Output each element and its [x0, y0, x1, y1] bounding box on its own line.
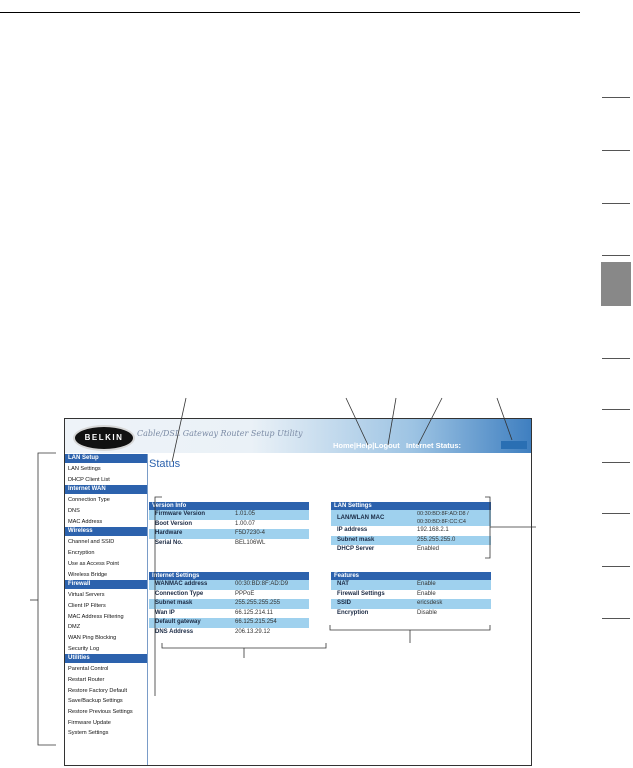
panel-title: Internet Settings	[149, 572, 309, 580]
row-value: 66.125.214.11	[235, 609, 273, 616]
sidebar-item[interactable]: Wireless Bridge	[68, 571, 108, 578]
section-tick	[602, 97, 630, 98]
sidebar	[65, 454, 148, 765]
row-value: Enable	[417, 590, 436, 597]
sidebar-item[interactable]: System Settings	[68, 730, 109, 737]
sidebar-item[interactable]: Save/Backup Settings	[68, 698, 123, 705]
row-value: 00:30:BD:8F:AD:D9	[235, 581, 289, 587]
row-value: 1.01.05	[235, 511, 256, 517]
sidebar-item[interactable]: WAN Ping Blocking	[68, 634, 117, 641]
internet-status-label: Internet Status:	[406, 441, 462, 450]
sidebar-item[interactable]: Virtual Servers	[68, 592, 105, 599]
row-value: Enabled	[417, 546, 440, 552]
row-key: IP address	[337, 527, 368, 533]
home-link[interactable]: Home	[333, 441, 354, 450]
router-ui-screenshot	[64, 418, 532, 766]
mac-line: 00:30:BD:8F:AD:D8 /	[417, 511, 469, 517]
sidebar-bracket	[38, 453, 56, 745]
features-panel	[331, 572, 491, 618]
row-value: PPPoE	[235, 590, 255, 597]
top-nav	[333, 441, 461, 450]
help-link[interactable]: Help	[355, 441, 373, 450]
row-key: DNS Address	[155, 628, 194, 635]
row-value: 255.255.255.255	[235, 600, 281, 606]
section-tick	[602, 513, 630, 514]
sidebar-item[interactable]: MAC Address	[68, 518, 103, 525]
row-key: Hardware	[155, 530, 183, 536]
info-row	[331, 590, 491, 600]
row-value: F5D7230-4	[235, 530, 266, 536]
row-value: 192.168.2.1	[417, 527, 449, 533]
info-row	[149, 510, 309, 520]
row-key: Serial No.	[155, 539, 183, 546]
lan-settings-panel	[331, 502, 491, 555]
version-info-panel	[149, 502, 309, 548]
sidebar-item[interactable]: Channel and SSID	[68, 539, 115, 546]
sidebar-section-header: Utilities	[65, 654, 147, 663]
sidebar-item[interactable]: DMZ	[68, 624, 81, 631]
sidebar-item[interactable]: Connection Type	[68, 497, 110, 504]
section-tick	[602, 358, 630, 359]
sidebar-item[interactable]: Restart Router	[68, 677, 105, 683]
row-value: 66.125.215.254	[235, 619, 277, 625]
nav-separator: |	[353, 441, 356, 450]
info-row	[149, 628, 309, 638]
sidebar-item[interactable]: Firmware Update	[68, 719, 111, 726]
info-row	[331, 536, 491, 546]
sidebar-item[interactable]: Encryption	[68, 550, 95, 557]
info-row	[331, 526, 491, 536]
sidebar-item[interactable]: LAN Settings	[68, 466, 101, 472]
info-row	[331, 609, 491, 619]
sidebar-item[interactable]: MAC Address Filtering	[68, 613, 124, 620]
row-key: SSID	[337, 600, 352, 606]
page-title: Status	[149, 458, 181, 470]
belkin-logo[interactable]: BELKIN	[73, 425, 135, 451]
panel-title: Version Info	[149, 502, 309, 510]
row-value: 206.13.29.12	[235, 628, 271, 635]
info-row	[149, 539, 309, 549]
row-key: Firmware Version	[155, 511, 206, 517]
sidebar-section-header: Internet WAN	[65, 485, 147, 494]
section-tick	[602, 566, 630, 567]
info-row	[149, 529, 309, 539]
row-value: 255.255.255.0	[417, 536, 456, 543]
info-row	[331, 545, 491, 555]
section-tick	[602, 150, 630, 151]
section-tick	[602, 409, 630, 410]
internet-status-indicator	[501, 441, 527, 449]
info-row	[149, 609, 309, 619]
header-bar	[65, 419, 531, 453]
sidebar-item[interactable]: DNS	[68, 508, 80, 515]
info-row	[149, 520, 309, 530]
panel-title: LAN Settings	[331, 502, 491, 510]
mac-line: 00:30:BD:8F:CC:C4	[417, 519, 466, 525]
section-tick	[602, 255, 630, 256]
info-row	[149, 618, 309, 628]
sidebar-item[interactable]: Restore Factory Default	[68, 687, 128, 694]
row-key: NAT	[337, 581, 349, 587]
row-key: Subnet mask	[155, 600, 193, 606]
row-value: Disable	[417, 609, 438, 616]
sidebar-item[interactable]: Parental Control	[68, 666, 109, 673]
sidebar-item[interactable]: DHCP Client List	[68, 476, 110, 483]
sidebar-item[interactable]: Client IP Filters	[68, 602, 106, 609]
row-key: LAN/WLAN MAC	[337, 515, 385, 521]
info-row	[331, 580, 491, 590]
section-tick	[602, 618, 630, 619]
sidebar-section-header: Firewall	[65, 580, 147, 589]
logout-link[interactable]: Logout	[374, 441, 400, 450]
row-key: Default gateway	[155, 619, 201, 625]
row-key: Wan IP	[155, 609, 175, 616]
sidebar-item[interactable]: Restore Previous Settings	[68, 709, 133, 716]
row-key: Firewall Settings	[337, 590, 385, 597]
row-key: Connection Type	[155, 590, 204, 597]
sidebar-section-header: Wireless	[65, 527, 147, 536]
panel-title: Features	[331, 572, 491, 580]
sidebar-item[interactable]: Use as Access Point	[68, 560, 119, 567]
row-key: Subnet mask	[337, 536, 375, 543]
section-tick	[602, 203, 630, 204]
row-value	[417, 510, 491, 526]
info-row	[149, 580, 309, 590]
nav-separator: |	[372, 441, 375, 450]
info-row	[331, 599, 491, 609]
row-key: Encryption	[337, 609, 369, 616]
row-value: ericsdesk	[417, 600, 443, 606]
info-row	[149, 590, 309, 600]
page-top-rule	[0, 12, 580, 13]
row-key: DHCP Server	[337, 546, 375, 552]
row-value: Enable	[417, 581, 436, 587]
row-value: 1.00.07	[235, 520, 256, 527]
info-row	[149, 599, 309, 609]
internet-settings-panel	[149, 572, 309, 637]
main-content	[149, 454, 529, 764]
row-value: BEL106WL	[235, 539, 266, 546]
app-title: Cable/DSL Gateway Router Setup Utility	[137, 429, 303, 438]
row-key: WANMAC address	[155, 581, 208, 587]
sidebar-section-header: LAN Setup	[65, 454, 147, 463]
section-tick	[602, 462, 630, 463]
row-key: Boot Version	[155, 520, 193, 527]
info-row	[331, 510, 491, 526]
sidebar-item[interactable]: Security Log	[68, 645, 100, 652]
current-section-tab	[601, 262, 631, 306]
